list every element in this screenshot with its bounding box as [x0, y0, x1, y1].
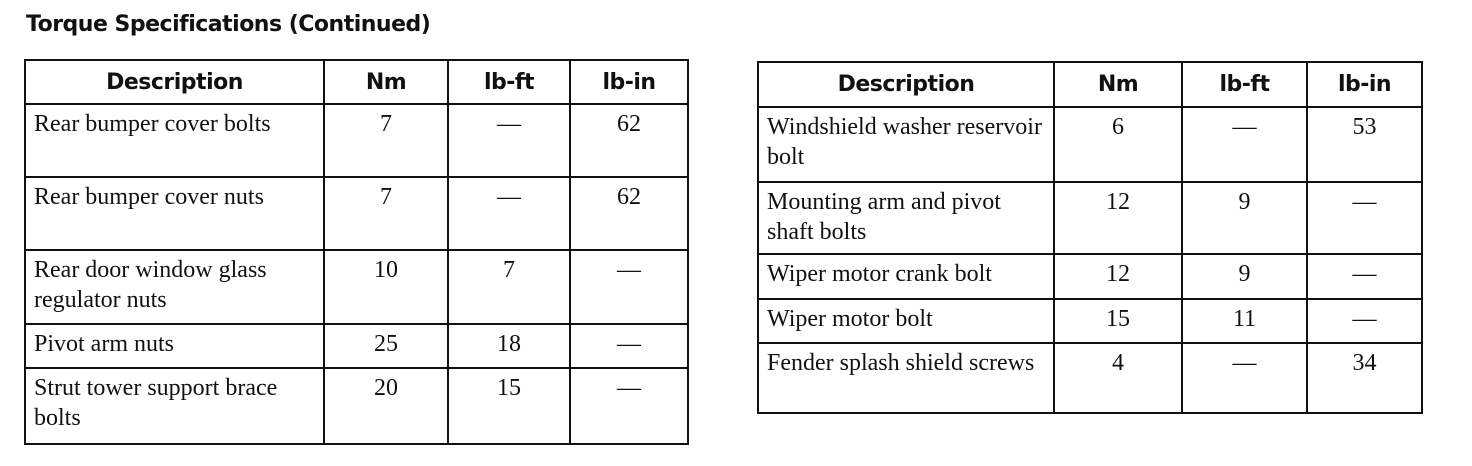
nm-cell: 10: [324, 250, 448, 324]
lbft-cell: —: [448, 104, 570, 177]
torque-table-right: [757, 61, 1423, 414]
table-row: [758, 182, 1422, 254]
description-cell: Pivot arm nuts: [25, 324, 324, 368]
table-row: [25, 324, 688, 368]
page-title: Torque Specifications (Continued): [26, 12, 431, 37]
table-row: [758, 343, 1422, 413]
lbin-cell: 62: [570, 104, 688, 177]
column-header-lbin: lb-in: [570, 60, 688, 104]
table-row: [758, 299, 1422, 343]
nm-cell: 15: [1054, 299, 1182, 343]
lbft-cell: —: [1182, 343, 1307, 413]
lbft-cell: 11: [1182, 299, 1307, 343]
table-row: [758, 107, 1422, 182]
nm-cell: 6: [1054, 107, 1182, 182]
lbft-cell: 15: [448, 368, 570, 444]
nm-cell: 7: [324, 104, 448, 177]
lbft-cell: 9: [1182, 254, 1307, 299]
column-header-nm: Nm: [324, 60, 448, 104]
nm-cell: 7: [324, 177, 448, 250]
column-header-lbin: lb-in: [1307, 62, 1422, 107]
lbin-cell: —: [1307, 299, 1422, 343]
nm-cell: 12: [1054, 182, 1182, 254]
lbin-cell: —: [570, 324, 688, 368]
column-header-nm: Nm: [1054, 62, 1182, 107]
column-header-description: Description: [758, 62, 1054, 107]
torque-table-left: [24, 59, 689, 445]
nm-cell: 20: [324, 368, 448, 444]
lbft-cell: —: [448, 177, 570, 250]
table-row: [25, 177, 688, 250]
lbft-cell: 9: [1182, 182, 1307, 254]
nm-cell: 4: [1054, 343, 1182, 413]
lbft-cell: —: [1182, 107, 1307, 182]
lbin-cell: —: [1307, 254, 1422, 299]
column-header-description: Description: [25, 60, 324, 104]
table-row: [25, 250, 688, 324]
table-row: [25, 104, 688, 177]
lbin-cell: 53: [1307, 107, 1422, 182]
table-row: [758, 254, 1422, 299]
lbin-cell: —: [570, 368, 688, 444]
description-cell: Mounting arm and pivot shaft bolts: [758, 182, 1054, 254]
description-cell: Wiper motor crank bolt: [758, 254, 1054, 299]
header-row: [25, 60, 688, 104]
table-row: [25, 368, 688, 444]
header-row: [758, 62, 1422, 107]
description-cell: Rear bumper cover bolts: [25, 104, 324, 177]
description-cell: Rear door window glass regulator nuts: [25, 250, 324, 324]
lbft-cell: 18: [448, 324, 570, 368]
lbin-cell: 62: [570, 177, 688, 250]
lbin-cell: —: [570, 250, 688, 324]
lbin-cell: 34: [1307, 343, 1422, 413]
description-cell: Rear bumper cover nuts: [25, 177, 324, 250]
lbin-cell: —: [1307, 182, 1422, 254]
description-cell: Fender splash shield screws: [758, 343, 1054, 413]
lbft-cell: 7: [448, 250, 570, 324]
description-cell: Wiper motor bolt: [758, 299, 1054, 343]
nm-cell: 12: [1054, 254, 1182, 299]
column-header-lbft: lb-ft: [448, 60, 570, 104]
column-header-lbft: lb-ft: [1182, 62, 1307, 107]
nm-cell: 25: [324, 324, 448, 368]
description-cell: Windshield washer reservoir bolt: [758, 107, 1054, 182]
description-cell: Strut tower support brace bolts: [25, 368, 324, 444]
